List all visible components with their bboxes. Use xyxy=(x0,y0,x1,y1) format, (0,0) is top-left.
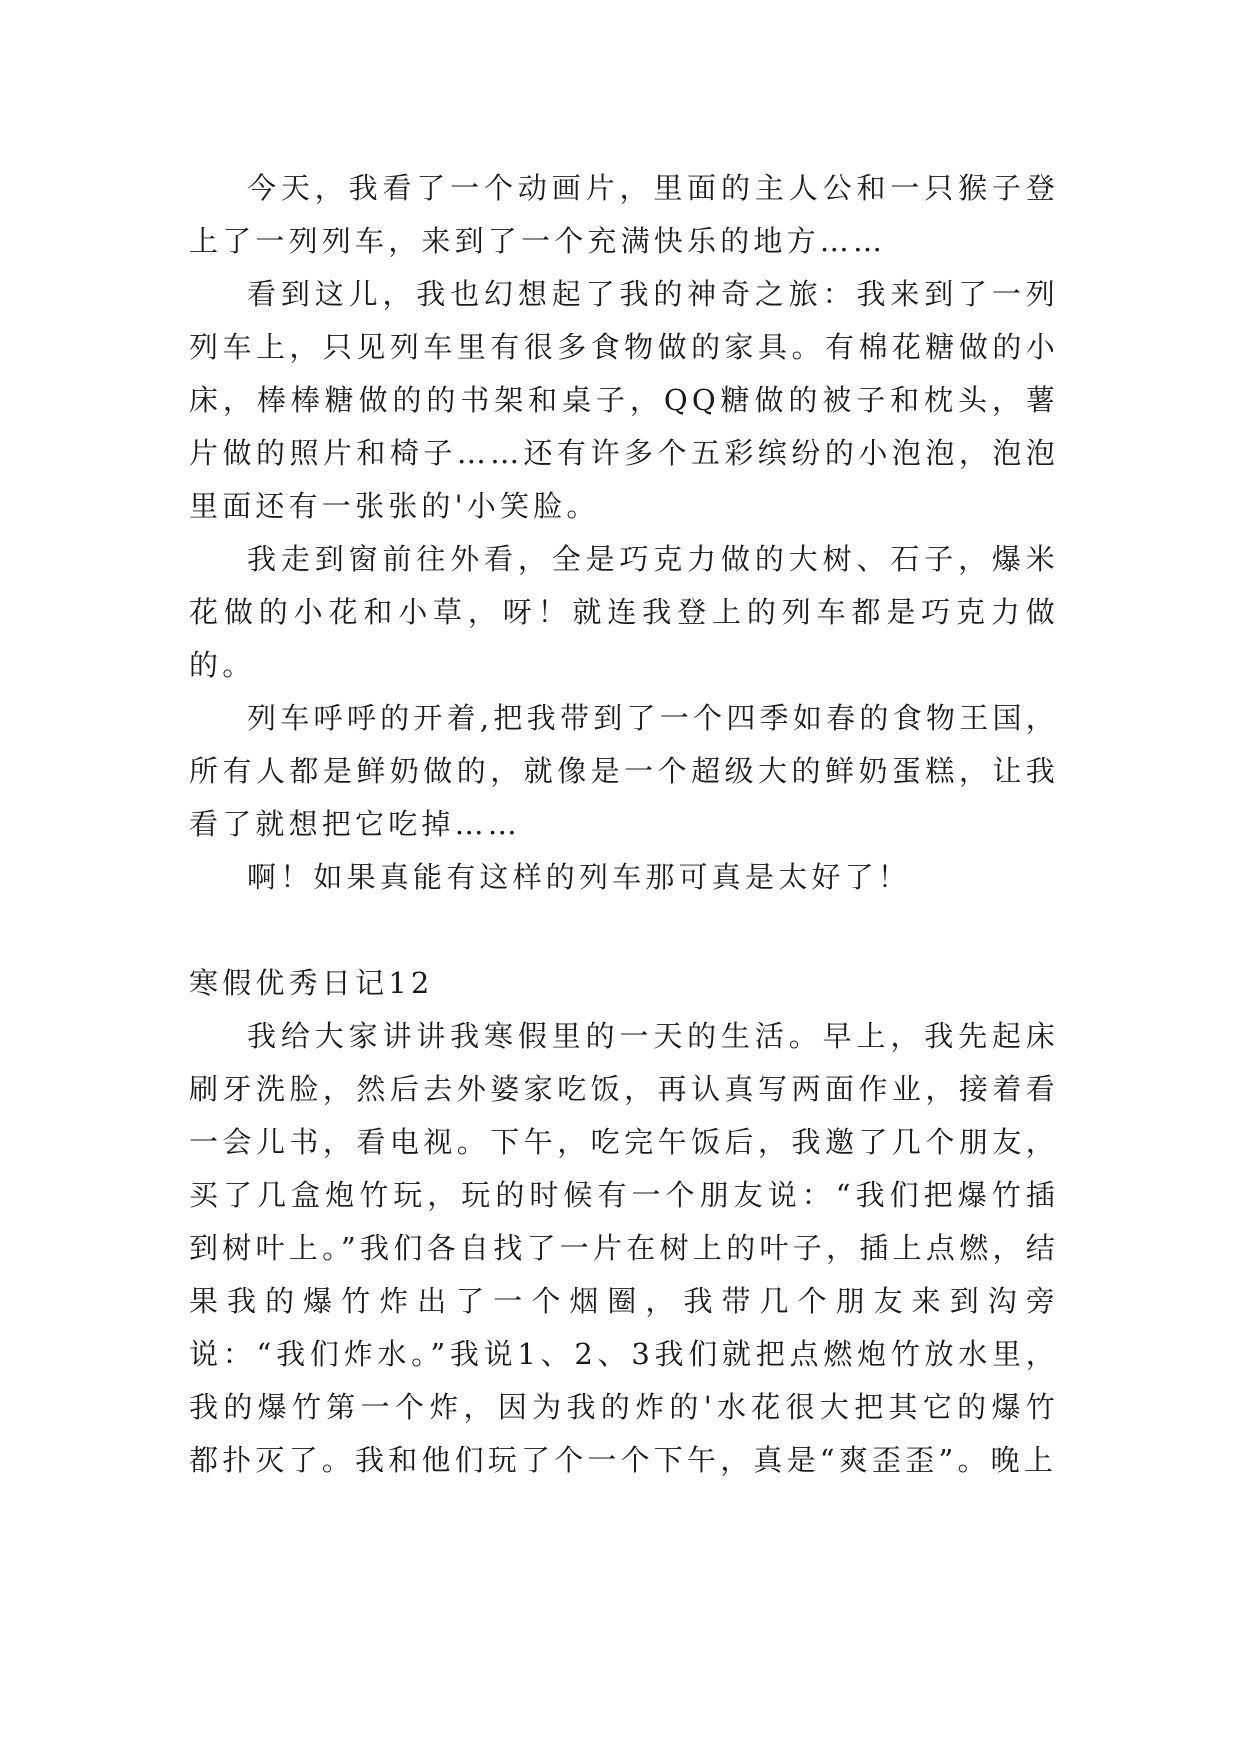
paragraph: 啊！如果真能有这样的列车那可真是太好了！ xyxy=(247,860,912,894)
paragraph: 看到这儿，我也幻想起了我的神奇之旅：我来到了一列列车上，只见列车里有很多食物做的家具。有棉花糖做的小床，棒棒糖做的的书架和桌子，QQ糖做的被子和枕头，薯片做的照片和椅子……还有许多个五彩缤纷的小泡泡，泡泡里面还有一张张的'小笑脸。 xyxy=(189,277,1059,523)
paragraph: 我走到窗前往外看，全是巧克力做的大树、石子，爆米花做的小花和小草，呀！就连我登上的列车都是巧克力做的。 xyxy=(189,542,1059,682)
document-body xyxy=(189,162,1059,1487)
paragraph: 列车呼呼的开着,把我带到了一个四季如春的食物王国，所有人都是鲜奶做的，就像是一个超级大的鲜奶蛋糕，让我看了就想把它吃掉…… xyxy=(189,701,1059,841)
paragraph: 我给大家讲讲我寒假里的一天的生活。早上，我先起床刷牙洗脸，然后去外婆家吃饭，再认真写两面作业，接着看一会儿书，看电视。下午，吃完午饭后，我邀了几个朋友，买了几盒炮竹玩，玩的时候有一个朋友说：“我们把爆竹插到树叶上。”我们各自找了一片在树上的叶子，插上点燃，结果我的爆竹炸出了一个烟圈，我带几个朋友来到沟旁说：“我们炸水。”我说1、2、3我们就把点燃炮竹放水里，我的爆竹第一个炸，因为我的炸的'水花很大把其它的爆竹都扑灭了。我和他们玩了个一个下午，真是“爽歪歪”。晚上 xyxy=(189,1019,1059,1477)
section-title: 寒假优秀日记12 xyxy=(189,966,434,1000)
paragraph: 今天，我看了一个动画片，里面的主人公和一只猴子登上了一列列车，来到了一个充满快乐的地方…… xyxy=(189,171,1059,258)
